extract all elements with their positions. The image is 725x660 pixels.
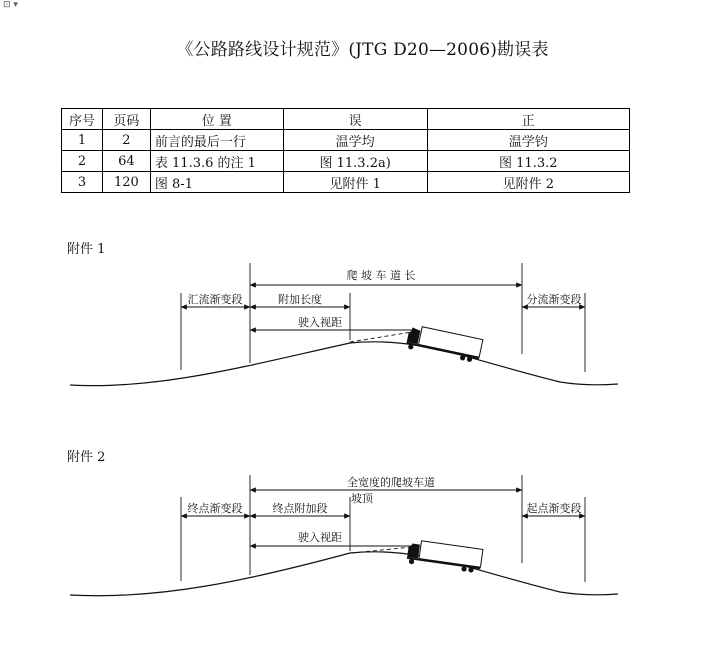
start-taper-label: 起点渐变段 [526, 502, 582, 515]
cell-page: 64 [102, 151, 150, 172]
sight-line [350, 332, 412, 342]
table-row [62, 151, 630, 172]
cell-wrong: 见附件 1 [283, 172, 427, 193]
cell-correct: 见附件 2 [427, 172, 629, 193]
table-header-row [62, 109, 630, 130]
header-wrong: 误 [283, 109, 427, 130]
cell-wrong: 温学均 [283, 130, 427, 151]
cell-index: 2 [62, 151, 103, 172]
crest-label: 坡顶 [351, 492, 373, 505]
attachment-1-diagram [0, 260, 725, 400]
cell-location: 前言的最后一行 [150, 130, 283, 151]
entry-sight-distance-label: 驶入视距 [298, 316, 342, 329]
header-correct: 正 [427, 109, 629, 130]
attachment-2-diagram [0, 470, 725, 610]
cell-index: 3 [62, 172, 103, 193]
end-taper-label: 终点渐变段 [187, 502, 243, 515]
toolbar-corner-glyph[interactable]: ⊡ ▾ [3, 0, 18, 10]
end-additional-label: 终点附加段 [272, 502, 328, 515]
header-page: 页码 [102, 109, 150, 130]
cell-location: 表 11.3.6 的注 1 [150, 151, 283, 172]
truck-icon [405, 324, 482, 363]
merge-taper-label: 汇流渐变段 [187, 293, 243, 306]
additional-length-label: 附加长度 [278, 293, 322, 306]
header-location: 位 置 [150, 109, 283, 130]
diverge-taper-label: 分流渐变段 [526, 293, 582, 306]
truck-icon [406, 539, 483, 574]
header-index: 序号 [62, 109, 103, 130]
attachment-2-label: 附件 2 [67, 450, 106, 465]
road-profile [70, 552, 618, 596]
cell-wrong: 图 11.3.2a) [283, 151, 427, 172]
cell-index: 1 [62, 130, 103, 151]
table-row [62, 172, 630, 193]
table-row [62, 130, 630, 151]
full-width-lane-label: 全宽度的爬坡车道 [347, 476, 435, 489]
document-title: 《公路路线设计规范》(JTG D20—2006)勘误表 [176, 40, 549, 60]
cell-page: 2 [102, 130, 150, 151]
cell-correct: 温学钧 [427, 130, 629, 151]
cell-page: 120 [102, 172, 150, 193]
errata-table [61, 108, 630, 193]
entry-sight-distance-label: 驶入视距 [298, 531, 342, 544]
road-profile [70, 342, 618, 386]
cell-location: 图 8-1 [150, 172, 283, 193]
cell-correct: 图 11.3.2 [427, 151, 629, 172]
attachment-1-label: 附件 1 [67, 242, 106, 257]
climbing-lane-length-label: 爬 坡 车 道 长 [346, 269, 416, 282]
